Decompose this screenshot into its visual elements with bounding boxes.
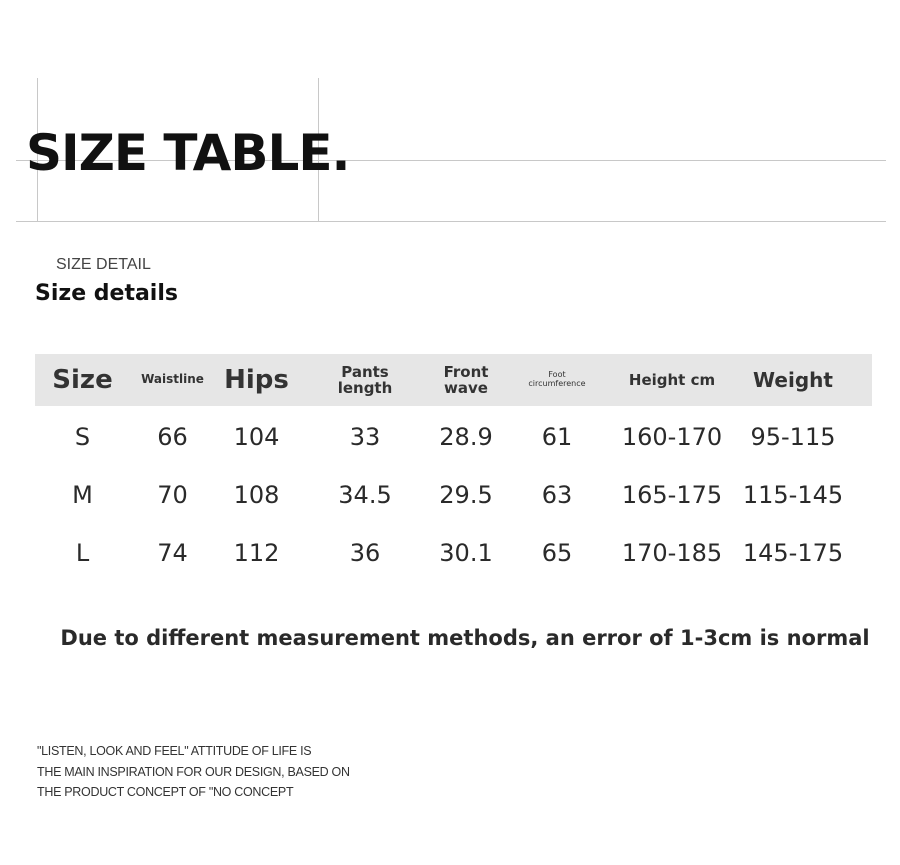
table-cell-height: 160-170: [621, 423, 723, 451]
table-body: [35, 406, 872, 582]
section-title: Size details: [35, 281, 178, 306]
table-cell-front-wave: 30.1: [439, 539, 493, 567]
table-cell-waistline: 66: [157, 423, 188, 451]
table-cell-hips: 104: [233, 423, 280, 451]
column-header-waistline: Waistline: [141, 372, 204, 387]
table-cell-hips: 112: [233, 539, 280, 567]
table-row: [35, 466, 872, 524]
table-header-row: [35, 354, 872, 406]
column-header-height: Height cm: [628, 370, 716, 389]
table-cell-height: 170-185: [621, 539, 723, 567]
measurement-note: Due to different measurement methods, an error of 1-3cm is normal: [60, 626, 870, 650]
table-cell-pants-length: 36: [349, 539, 381, 567]
column-header-pants-length: Pants length: [337, 362, 393, 397]
table-cell-waistline: 74: [157, 539, 188, 567]
guide-line-horizontal-bottom: [16, 221, 886, 222]
column-header-hips: Hips: [224, 364, 289, 395]
table-row: [35, 524, 872, 582]
table-cell-size: M: [72, 481, 93, 509]
brand-statement: [37, 741, 350, 803]
table-cell-front-wave: 29.5: [439, 481, 493, 509]
table-cell-pants-length: 33: [349, 423, 381, 451]
column-header-size: Size: [52, 364, 113, 395]
table-cell-height: 165-175: [621, 481, 723, 509]
table-cell-pants-length: 34.5: [338, 481, 392, 509]
table-cell-size: S: [74, 423, 91, 451]
table-cell-foot-circumference: 63: [541, 481, 573, 509]
table-cell-weight: 95-115: [750, 423, 836, 451]
table-cell-hips: 108: [233, 481, 280, 509]
column-header-front-wave: Front wave: [443, 362, 489, 397]
table-cell-size: L: [75, 539, 90, 567]
brand-statement-line: "LISTEN, LOOK AND FEEL" ATTITUDE OF LIFE IS: [37, 744, 312, 758]
table-cell-waistline: 70: [157, 481, 188, 509]
size-table: [35, 354, 872, 582]
column-header-weight: Weight: [753, 368, 833, 392]
table-cell-front-wave: 28.9: [439, 423, 493, 451]
table-cell-weight: 145-175: [742, 539, 844, 567]
column-header-foot-circumference: Foot circumference: [528, 370, 586, 388]
table-cell-foot-circumference: 65: [541, 539, 573, 567]
table-row: [35, 408, 872, 466]
table-cell-foot-circumference: 61: [541, 423, 573, 451]
brand-statement-line: THE PRODUCT CONCEPT OF "NO CONCEPT: [37, 785, 294, 799]
brand-statement-line: THE MAIN INSPIRATION FOR OUR DESIGN, BASED ON: [37, 764, 350, 779]
page-title: SIZE TABLE.: [26, 124, 350, 182]
table-cell-weight: 115-145: [742, 481, 844, 509]
section-kicker: SIZE DETAIL: [56, 256, 151, 273]
